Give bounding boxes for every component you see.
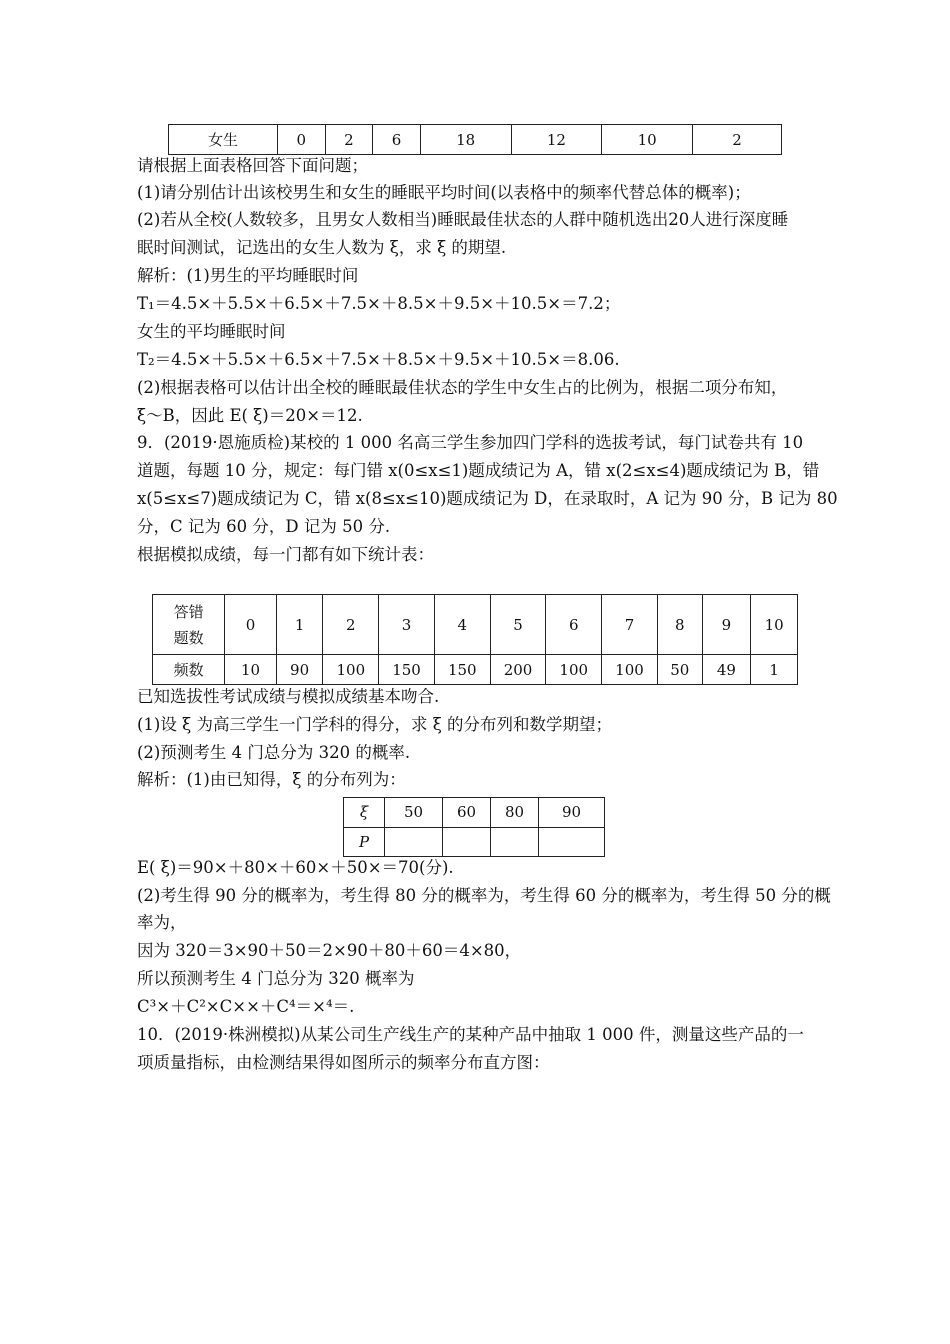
row-label: 女生 — [169, 125, 278, 155]
row-label: 频数 — [153, 655, 225, 685]
formula-line: C³×＋C²×C××＋C⁴＝×⁴＝. — [137, 997, 355, 1016]
table-cell: 200 — [490, 655, 546, 685]
text-line: (1)设 ξ 为高三学生一门学科的得分，求 ξ 的分布列和数学期望； — [137, 715, 613, 734]
text-line: 女生的平均睡眠时间 — [137, 322, 286, 341]
table-cell: 150 — [379, 655, 435, 685]
table-row — [169, 125, 782, 155]
table-cell: 2 — [325, 125, 373, 155]
text-line: 根据模拟成绩，每一门都有如下统计表： — [137, 545, 434, 564]
wrong-answers-frequency-table — [152, 594, 798, 685]
table-cell: 10 — [225, 655, 276, 685]
table-header-cell: 4 — [434, 595, 490, 655]
table-cell: 18 — [420, 125, 511, 155]
table-header-cell: 0 — [225, 595, 276, 655]
table-cell: 50 — [657, 655, 702, 685]
table-header-cell: 7 — [602, 595, 658, 655]
table-cell: 49 — [702, 655, 751, 685]
table-cell: 2 — [693, 125, 782, 155]
text-line: ξ～B，因此 E( ξ)＝20×＝12. — [137, 406, 363, 425]
table-header-cell: 90 — [539, 798, 605, 828]
text-line: 眠时间测试，记选出的女生人数为 ξ，求 ξ 的期望. — [137, 238, 507, 257]
table-cell: 100 — [323, 655, 379, 685]
table-cell: 90 — [276, 655, 323, 685]
text-line: 解析：(1)由已知得，ξ 的分布列为： — [137, 770, 406, 789]
table-header-cell: 10 — [751, 595, 798, 655]
table-row — [344, 827, 605, 857]
text-line: 解析：(1)男生的平均睡眠时间 — [137, 266, 359, 285]
text-line: (2)考生得 90 分的概率为，考生得 80 分的概率为，考生得 60 分的概率为，考生得 50 分的概 — [137, 886, 831, 905]
table-row — [344, 798, 605, 828]
table-header-cell: 3 — [379, 595, 435, 655]
text-line: 道题，每题 10 分，规定：每门错 x(0≤x≤1)题成绩记为 A，错 x(2≤x≤4)题成绩记为 B，错 — [137, 461, 820, 480]
header-label — [153, 595, 225, 655]
row-label: ξ — [344, 798, 385, 828]
table-cell — [443, 827, 491, 857]
header-label-line: 题数 — [173, 628, 204, 647]
table-header-cell: 50 — [385, 798, 443, 828]
table-header-cell: 2 — [323, 595, 379, 655]
table-cell — [385, 827, 443, 857]
row-label: P — [344, 827, 385, 857]
formula-line: E( ξ)＝90×＋80×＋60×＋50×＝70(分). — [137, 858, 454, 877]
text-line: x(5≤x≤7)题成绩记为 C，错 x(8≤x≤10)题成绩记为 D，在录取时，A 记为 90 分，B 记为 80 — [137, 489, 838, 508]
girls-table — [168, 124, 782, 155]
table-cell: 100 — [602, 655, 658, 685]
text-line: 项质量指标，由检测结果得如图所示的频率分布直方图： — [137, 1053, 550, 1072]
text-line: 率为， — [137, 913, 187, 932]
table-cell — [539, 827, 605, 857]
table-cell — [491, 827, 539, 857]
table-header-cell: 8 — [657, 595, 702, 655]
table-cell: 1 — [751, 655, 798, 685]
table-header-cell: 6 — [546, 595, 602, 655]
problem-10-heading: 10．(2019·株洲模拟)从某公司生产线生产的某种产品中抽取 1 000 件，测量这些产品的一 — [137, 1025, 804, 1044]
table-header-cell: 1 — [276, 595, 323, 655]
text-line: 因为 320＝3×90＋50＝2×90＋80＋60＝4×80， — [137, 941, 522, 960]
text-line: (1)请分别估计出该校男生和女生的睡眠平均时间(以表格中的频率代替总体的概率)； — [137, 183, 751, 202]
table-cell: 100 — [546, 655, 602, 685]
text-line: (2)预测考生 4 门总分为 320 的概率. — [137, 743, 411, 762]
table-cell: 6 — [373, 125, 421, 155]
text-line: 已知选拔性考试成绩与模拟成绩基本吻合. — [137, 687, 440, 706]
formula-line: T₂＝4.5×＋5.5×＋6.5×＋7.5×＋8.5×＋9.5×＋10.5×＝8.06. — [137, 350, 620, 369]
text-line: 请根据上面表格回答下面问题； — [137, 156, 368, 175]
problem-9-heading: 9．(2019·恩施质检)某校的 1 000 名高三学生参加四门学科的选拔考试，每门试卷共有 10 — [137, 433, 804, 452]
table-cell: 12 — [511, 125, 602, 155]
formula-line: T₁＝4.5×＋5.5×＋6.5×＋7.5×＋8.5×＋9.5×＋10.5×＝7.2； — [137, 294, 621, 313]
text-line: (2)若从全校(人数较多，且男女人数相当)睡眠最佳状态的人群中随机选出20人进行深度睡 — [137, 210, 789, 229]
table-cell: 150 — [434, 655, 490, 685]
text-line: 分，C 记为 60 分，D 记为 50 分. — [137, 517, 391, 536]
distribution-table — [343, 797, 605, 857]
table-header-cell: 5 — [490, 595, 546, 655]
table-cell: 10 — [602, 125, 693, 155]
text-line: 所以预测考生 4 门总分为 320 概率为 — [137, 969, 415, 988]
text-line: (2)根据表格可以估计出全校的睡眠最佳状态的学生中女生占的比例为，根据二项分布知， — [137, 378, 788, 397]
table-header-cell: 9 — [702, 595, 751, 655]
table-row — [153, 655, 798, 685]
table-row — [153, 595, 798, 655]
table-header-cell: 60 — [443, 798, 491, 828]
table-header-cell: 80 — [491, 798, 539, 828]
table-cell: 0 — [278, 125, 326, 155]
header-label-line: 答错 — [173, 602, 204, 621]
